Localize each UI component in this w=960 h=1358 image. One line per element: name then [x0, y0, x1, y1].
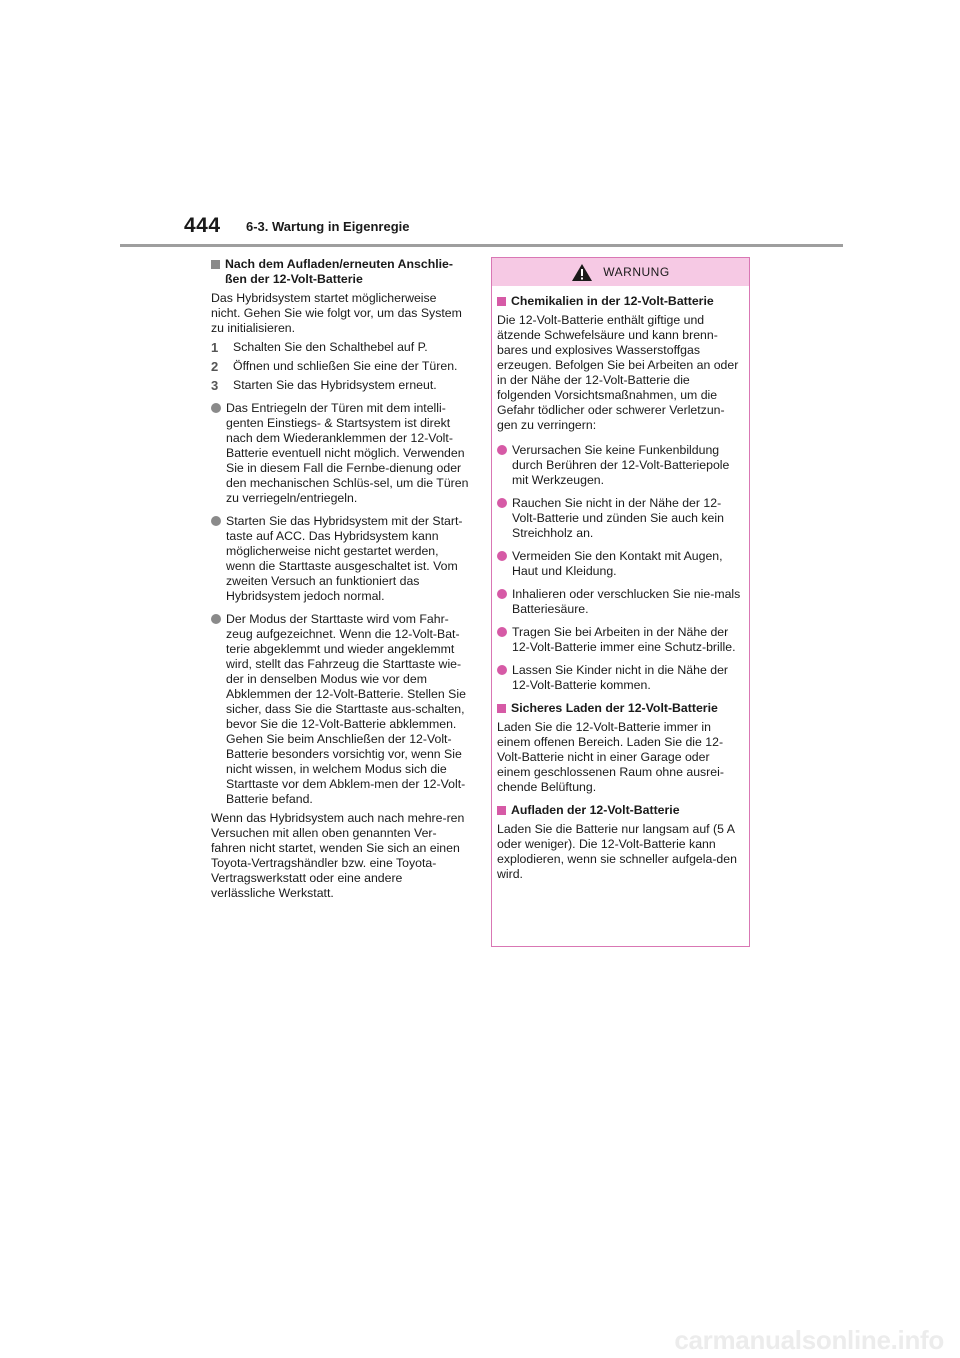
warning-paragraph: Laden Sie die 12-Volt-Batterie immer in einem offenen Bereich. Laden Sie die 12-Volt-Batterie nicht in einer Garage oder einem geschlossenen Raum ohne ausrei-chende Belüftung. — [497, 720, 724, 794]
bullet-dot-icon — [211, 614, 221, 624]
closing-paragraph: Wenn das Hybridsystem auch nach mehre-ren Versuchen mit allen oben genannten Ver-fahren nicht startet, wenden Sie sich an einen Toyota-Vertragshändler bzw. eine Toyota-Vertragswerkstatt oder eine andere verlässliche Werkstatt. — [211, 811, 465, 900]
list-item-text: Verursachen Sie keine Funkenbildung durch Berühren der 12-Volt-Batteriepole mit Werkzeugen. — [512, 443, 730, 487]
square-bullet-icon — [497, 704, 506, 713]
bullet-dot-icon — [497, 551, 507, 561]
list-item — [497, 443, 744, 488]
list-item-text: Rauchen Sie nicht in der Nähe der 12-Volt-Batterie und zünden Sie auch kein Streichholz an. — [512, 496, 724, 540]
page-number: 444 — [184, 214, 221, 237]
watermark-text: carmanualsonline.info — [674, 1325, 944, 1355]
list-item — [497, 625, 744, 655]
heading-text: Nach dem Aufladen/erneuten Anschlie-ßen der 12-Volt-Batterie — [225, 257, 453, 286]
warning-body — [492, 294, 749, 882]
warning-paragraph: Die 12-Volt-Batterie enthält giftige und ätzende Schwefelsäure und kann brenn-bares und explosives Wasserstoffgas erzeugen. Befolgen Sie bei Arbeiten an oder in der Nähe der 12-Volt-Batterie die folgenden Vorsichtsmaßnahmen, um die Gefahr tödlicher oder schwerer Verletzun-gen zu verringern: — [497, 313, 739, 432]
step-text: Öffnen und schließen Sie eine der Türen. — [233, 359, 458, 373]
bullet-dot-icon — [211, 403, 221, 413]
warning-box — [491, 257, 750, 947]
left-column — [211, 257, 469, 905]
bullet-dot-icon — [211, 516, 221, 526]
list-item-text: Das Entriegeln der Türen mit dem intelli-genten Einstiegs- & Startsystem ist direkt nach dem Wiederanklemmen der 12-Volt-Batterie eventuell nicht möglich. Verwenden Sie in diesem Fall die Fernbe-dienung oder den mechanischen Schlüs-sel, um die Türen zu verriegeln/entriegeln. — [226, 401, 469, 505]
list-item-text: Starten Sie das Hybridsystem mit der Start-taste auf ACC. Das Hybridsystem kann möglicherweise nicht gestartet werden, wenn die Starttaste ausgeschaltet ist. Vom zweiten Versuch an funktioniert das Hybridsystem jedoch normal. — [226, 514, 463, 603]
step-number: 1 — [211, 340, 219, 355]
warning-paragraph: Laden Sie die Batterie nur langsam auf (5 A oder weniger). Die 12-Volt-Batterie kann explodieren, wenn sie schneller aufgela-den wird. — [497, 822, 737, 881]
warning-header — [492, 258, 749, 286]
heading-text: Aufladen der 12-Volt-Batterie — [511, 803, 680, 817]
warning-label: WARNUNG — [603, 264, 670, 279]
list-item-text: Lassen Sie Kinder nicht in die Nähe der 12-Volt-Batterie kommen. — [512, 663, 729, 692]
warning-section-heading — [497, 803, 744, 818]
list-item — [211, 514, 469, 604]
heading-text: Chemikalien in der 12-Volt-Batterie — [511, 294, 714, 308]
warning-triangle-icon — [571, 263, 593, 282]
warning-section-heading — [497, 294, 744, 309]
list-item — [497, 549, 744, 579]
intro-paragraph: Das Hybridsystem startet möglicherweise nicht. Gehen Sie wie folgt vor, um das System zu initialisieren. — [211, 291, 462, 335]
bullet-dot-icon — [497, 498, 507, 508]
list-item — [497, 496, 744, 541]
heading-text: Sicheres Laden der 12-Volt-Batterie — [511, 701, 718, 715]
list-item — [211, 612, 469, 807]
section-heading — [211, 257, 469, 287]
bullet-dot-icon — [497, 445, 507, 455]
list-item-text: Der Modus der Starttaste wird vom Fahr-zeug aufgezeichnet. Wenn die 12-Volt-Bat-terie abgeklemmt und wieder angeklemmt wird, stellt das Fahrzeug die Starttaste wie-der in denselben Modus wie vor dem Abklemmen der 12-Volt-Batterie. Stellen Sie sicher, dass Sie die Starttaste aus-schalten, bevor Sie die 12-Volt-Batterie abklemmen. Gehen Sie beim Anschließen der 12-Volt-Batterie besonders vorsichtig vor, wenn Sie nicht wissen, in welchem Modus sich die Starttaste vor dem Abklem-men der 12-Volt-Batterie befand. — [226, 612, 466, 806]
step-item — [211, 378, 469, 393]
bullet-dot-icon — [497, 665, 507, 675]
list-item — [211, 401, 469, 506]
step-number: 2 — [211, 359, 219, 374]
step-item — [211, 340, 469, 355]
list-item — [497, 663, 744, 693]
step-item — [211, 359, 469, 374]
step-text: Schalten Sie den Schalthebel auf P. — [233, 340, 428, 354]
list-item-text: Tragen Sie bei Arbeiten in der Nähe der 12-Volt-Batterie immer eine Schutz-brille. — [512, 625, 736, 654]
header-divider — [120, 244, 843, 247]
list-item — [497, 587, 744, 617]
list-item-text: Vermeiden Sie den Kontakt mit Augen, Haut und Kleidung. — [512, 549, 723, 578]
bullet-dot-icon — [497, 589, 507, 599]
step-text: Starten Sie das Hybridsystem erneut. — [233, 378, 437, 392]
warning-section-heading — [497, 701, 744, 716]
section-title: 6-3. Wartung in Eigenregie — [246, 219, 410, 234]
square-bullet-icon — [211, 260, 220, 269]
bullet-dot-icon — [497, 627, 507, 637]
watermark-bar — [0, 1325, 960, 1358]
list-item-text: Inhalieren oder verschlucken Sie nie-mals Batteriesäure. — [512, 587, 741, 616]
step-number: 3 — [211, 378, 219, 393]
square-bullet-icon — [497, 806, 506, 815]
square-bullet-icon — [497, 297, 506, 306]
